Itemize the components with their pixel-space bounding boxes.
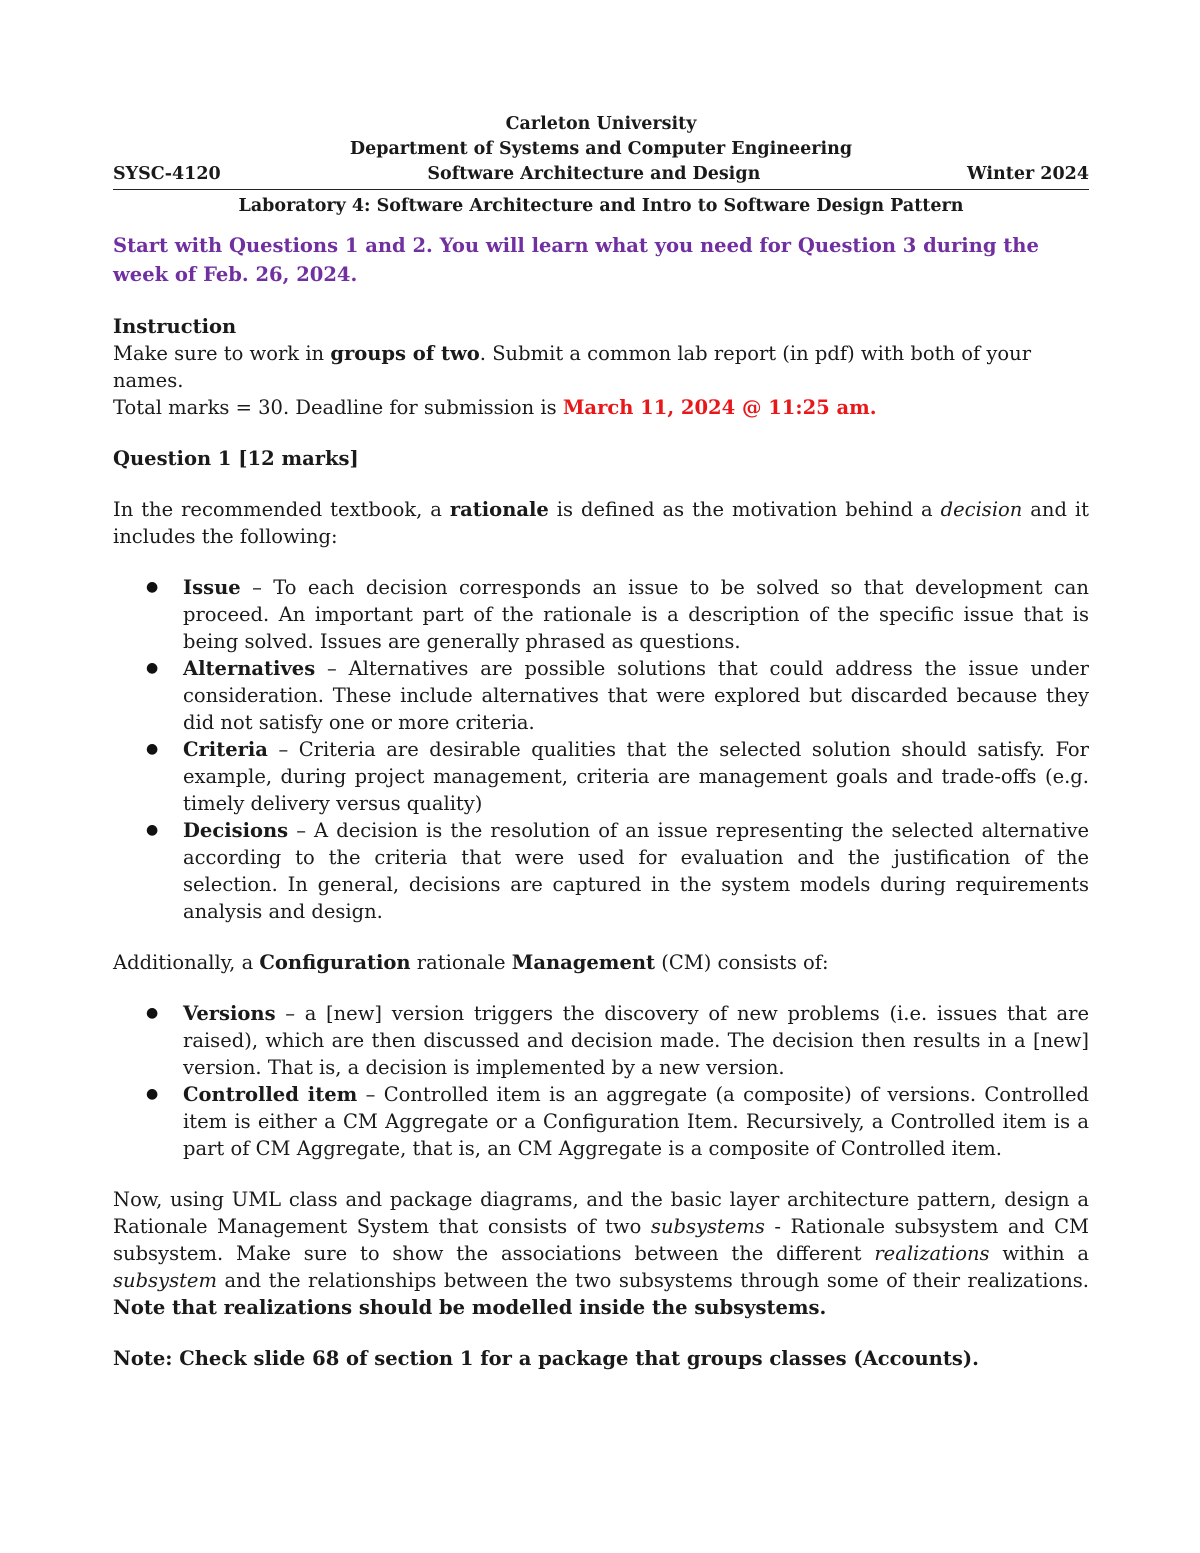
list-item: ● Controlled item – Controlled item is an aggregate (a composite) of versions. Controlled item is either a CM Aggregate or a Configuration Item. Recursively, a Controlled item is a part of CM Aggregate, that is, an CM Aggregate is a composite of Controlled item. [183,1081,1089,1162]
cm-list [113,1000,1089,1162]
list-item: ● Criteria – Criteria are desirable qualities that the selected solution should satisfy. For example, during project management, criteria are management goals and trade-offs (e.g. timely delivery versus quality) [183,736,1089,817]
course-header-row [113,162,1089,187]
rationale-intro: In the recommended textbook, a rationale is defined as the motivation behind a decision and it includes the following: [113,498,1089,548]
list-item: ● Alternatives – Alternatives are possible solutions that could address the issue under consideration. These include alternatives that were explored but discarded because they did not satisfy one or more criteria. [183,655,1089,736]
instruction-heading: Instruction [113,315,237,338]
instruction-line-1: Make sure to work in groups of two. Submit a common lab report (in pdf) with both of your names. [113,342,1032,392]
cm-intro: Additionally, a Configuration rationale Management (CM) consists of: [113,951,829,974]
list-item: ● Versions – a [new] version triggers the discovery of new problems (i.e. issues that are raised), which are then discussed and decision made. The decision then results in a [new] version. That is, a decision is implemented by a new version. [183,1000,1089,1081]
term: Winter 2024 [967,164,1089,184]
rationale-list [113,574,1089,925]
header-divider [113,189,1089,190]
list-item: ● Decisions – A decision is the resolution of an issue representing the selected alternative according to the criteria that were used for evaluation and the justification of the selection. In general, decisions are captured in the system models during requirements analysis and design. [183,817,1089,925]
university-name: Carleton University [505,114,697,134]
task-paragraph: Now, using UML class and package diagrams, and the basic layer architecture pattern, design a Rationale Management System that consists of two subsystems - Rationale subsystem and CM subsystem. Make sure to show the associations between the different realizations within a subsystem and the relationships between the two subsystems through some of their realizations. Note that realizations should be modelled inside the subsystems. [113,1188,1089,1319]
slide-note: Note: Check slide 68 of section 1 for a package that groups classes (Accounts). [113,1347,979,1370]
department-name: Department of Systems and Computer Engineering [349,139,853,159]
course-name: Software Architecture and Design [427,164,761,184]
question-1-heading: Question 1 [12 marks] [113,447,359,470]
course-code: SYSC-4120 [113,164,221,184]
start-notice: Start with Questions 1 and 2. You will learn what you need for Question 3 during the week of Feb. 26, 2024. [113,234,1039,286]
list-item: ● Issue – To each decision corresponds an issue to be solved so that development can proceed. An important part of the rationale is a description of the specific issue that is being solved. Issues are generally phrased as questions. [183,574,1089,655]
deadline: March 11, 2024 @ 11:25 am. [562,396,877,419]
instruction-line-2: Total marks = 30. Deadline for submission is March 11, 2024 @ 11:25 am. [113,396,877,419]
lab-title: Laboratory 4: Software Architecture and Intro to Software Design Pattern [238,196,964,216]
document-page [113,112,1089,1372]
